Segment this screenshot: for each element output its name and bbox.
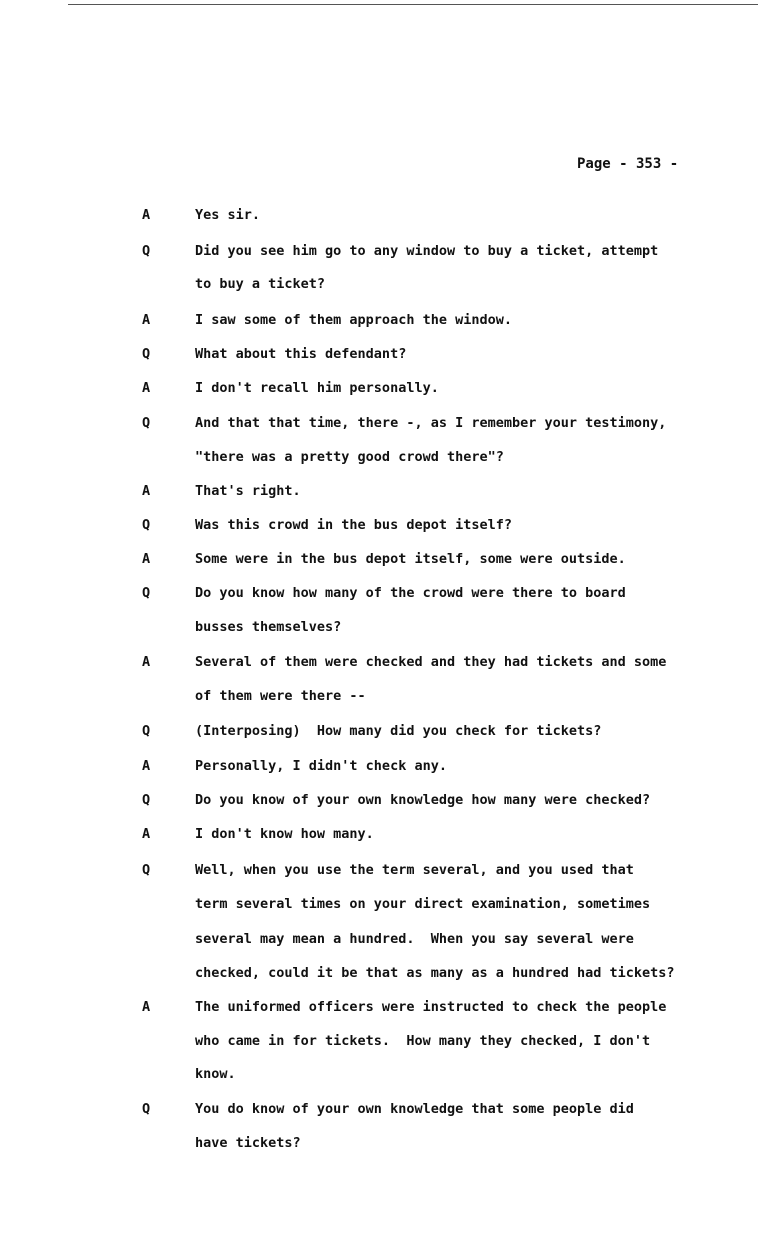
testimony-line: You do know of your own knowledge that some people did: [195, 1101, 634, 1117]
testimony-line: checked, could it be that as many as a hundred had tickets?: [195, 965, 675, 981]
speaker-label: Q: [142, 517, 151, 533]
testimony-line: Several of them were checked and they had tickets and some: [195, 654, 667, 670]
testimony-line: Well, when you use the term several, and you used that: [195, 862, 634, 878]
testimony-line: That's right.: [195, 483, 301, 499]
speaker-label: A: [142, 380, 151, 396]
testimony-line: Was this crowd in the bus depot itself?: [195, 517, 512, 533]
speaker-label: Q: [142, 415, 151, 431]
page-number: Page - 353 -: [577, 156, 679, 172]
testimony-line: Some were in the bus depot itself, some were outside.: [195, 551, 626, 567]
speaker-label: Q: [142, 346, 151, 362]
testimony-line: The uniformed officers were instructed to check the people: [195, 999, 667, 1015]
testimony-line: Do you know how many of the crowd were there to board: [195, 585, 626, 601]
continuation-row: [0, 1135, 763, 1183]
testimony-line: who came in for tickets. How many they checked, I don't: [195, 1033, 651, 1049]
testimony-line: And that that time, there -, as I remember your testimony,: [195, 415, 667, 431]
testimony-line: I don't recall him personally.: [195, 380, 439, 396]
speaker-label: A: [142, 551, 151, 567]
speaker-label: Q: [142, 585, 151, 601]
speaker-label: A: [142, 999, 151, 1015]
speaker-label: A: [142, 654, 151, 670]
testimony-line: to buy a ticket?: [195, 276, 326, 292]
testimony-line: "there was a pretty good crowd there"?: [195, 449, 504, 465]
speaker-label: Q: [142, 862, 151, 878]
speaker-label: A: [142, 312, 151, 328]
testimony-line: Personally, I didn't check any.: [195, 758, 447, 774]
testimony-line: Do you know of your own knowledge how many were checked?: [195, 792, 651, 808]
testimony-line: What about this defendant?: [195, 346, 407, 362]
testimony-line: (Interposing) How many did you check for tickets?: [195, 723, 602, 739]
speaker-label: Q: [142, 723, 151, 739]
speaker-label: A: [142, 483, 151, 499]
speaker-label: Q: [142, 792, 151, 808]
speaker-label: Q: [142, 243, 151, 259]
testimony-line: Yes sir.: [195, 207, 261, 223]
testimony-line: I don't know how many.: [195, 826, 374, 842]
testimony-line: have tickets?: [195, 1135, 301, 1151]
speaker-label: A: [142, 758, 151, 774]
testimony-line: busses themselves?: [195, 619, 342, 635]
testimony-line: know.: [195, 1066, 236, 1082]
testimony-line: of them were there --: [195, 688, 366, 704]
testimony-line: Did you see him go to any window to buy a ticket, attempt: [195, 243, 659, 259]
testimony-line: I saw some of them approach the window.: [195, 312, 512, 328]
speaker-label: A: [142, 826, 151, 842]
testimony-line: term several times on your direct examination, sometimes: [195, 896, 651, 912]
speaker-label: Q: [142, 1101, 151, 1117]
testimony-line: several may mean a hundred. When you say several were: [195, 931, 634, 947]
speaker-label: A: [142, 207, 151, 223]
